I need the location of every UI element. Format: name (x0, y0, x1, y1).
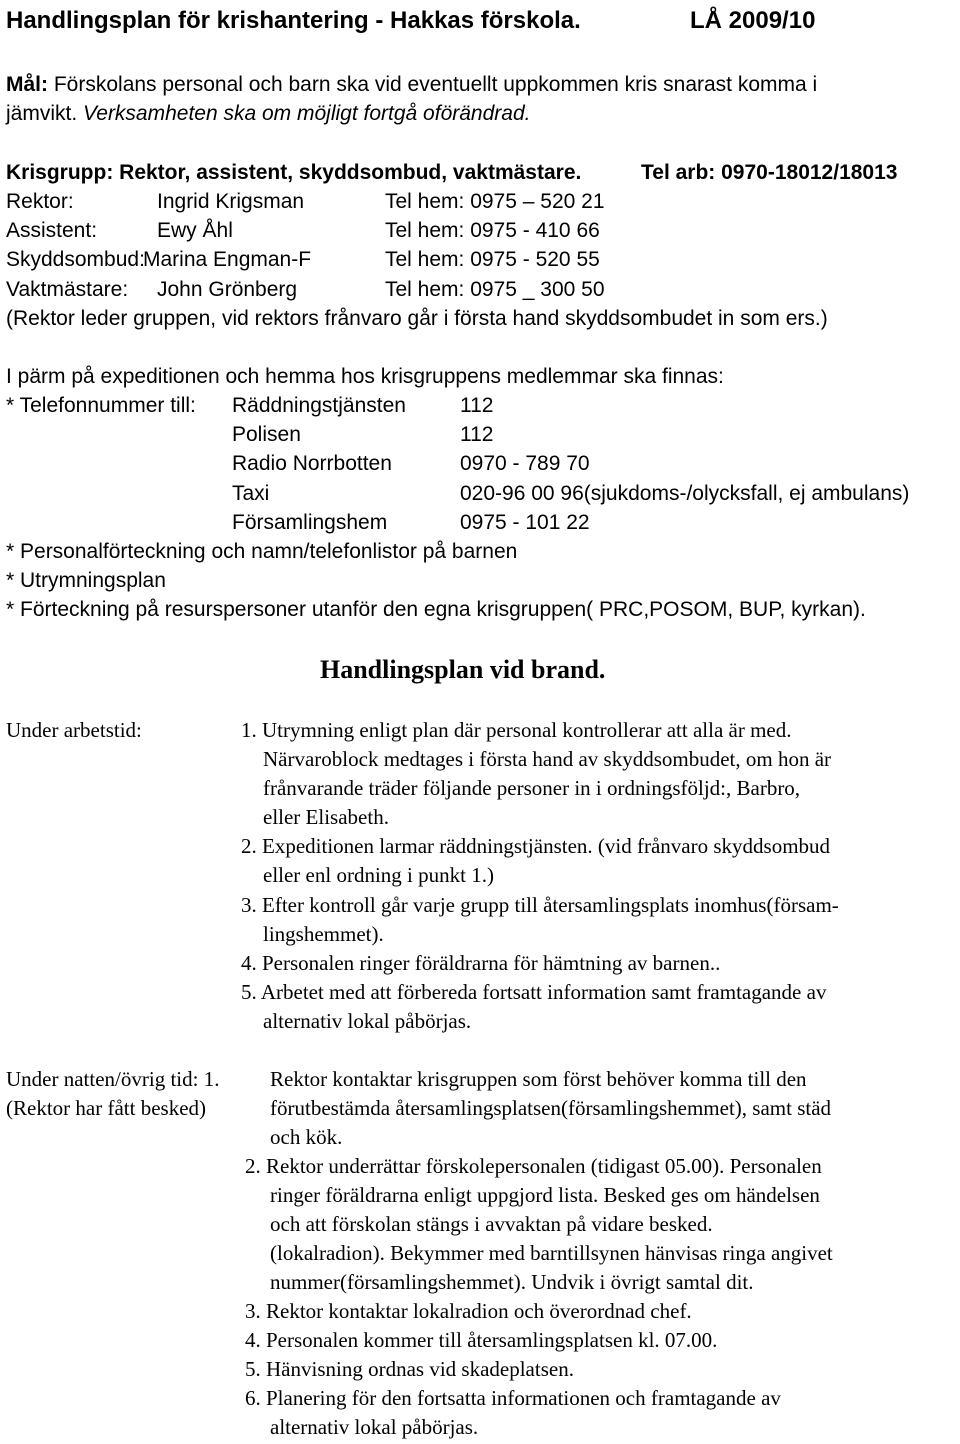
school-year: LÅ 2009/10 (690, 7, 816, 34)
phone-list-name: Taxi (232, 482, 270, 505)
night-step-line: (lokalradion). Bekymmer med barntillsynen hänvisas ringa angivet (270, 1241, 833, 1265)
member-phone: Tel hem: 0975 – 520 21 (385, 190, 605, 213)
phone-list-number: 112 (460, 423, 494, 446)
phone-list-name: Radio Norrbotten (232, 452, 392, 475)
phone-list-number: 112 (460, 394, 494, 417)
member-phone: Tel hem: 0975 - 520 55 (385, 248, 600, 271)
work-step-line: frånvarande träder följande personer in i ordningsföljd:, Barbro, (263, 776, 801, 800)
night-step-line: 3. Rektor kontaktar lokalradion och överordnad chef. (245, 1299, 692, 1323)
member-role: Assistent: (6, 219, 98, 242)
night-step-line: 4. Personalen kommer till återsamlingsplatsen kl. 07.00. (245, 1328, 718, 1352)
goal-label: Mål: (6, 73, 48, 96)
phone-list-label: * Telefonnummer till: (6, 394, 196, 417)
work-step-line: Närvaroblock medtages i första hand av skyddsombudet, om hon är (263, 747, 832, 771)
phone-list-name: Räddningstjänsten (232, 394, 406, 417)
goal-text-2: jämvikt. (6, 102, 78, 125)
night-step-line: 5. Hänvisning ordnas vid skadeplatsen. (245, 1357, 574, 1381)
phone-list-name: Församlingshem (232, 511, 388, 534)
night-step-line: förutbestämda återsamlingsplatsen(församlingshemmet), samt städ (270, 1096, 832, 1120)
night-step-line: 2. Rektor underrättar förskolepersonalen (tidigast 05.00). Personalen (245, 1154, 822, 1178)
night-step-line: 6. Planering för den fortsatta informationen och framtagande av (245, 1386, 781, 1410)
night-step-line: alternativ lokal påbörjas. (270, 1415, 479, 1439)
night-label: Under natten/övrig tid: 1. (6, 1067, 220, 1091)
phone-list-number: 0975 - 101 22 (460, 511, 590, 534)
goal-text-italic: Verksamheten ska om möjligt fortgå oförändrad. (83, 102, 531, 125)
work-step-line: 5. Arbetet med att förbereda fortsatt information samt framtagande av (241, 980, 827, 1004)
goal-line-1 (6, 71, 817, 99)
work-step-line: eller enl ordning i punkt 1.) (263, 863, 494, 887)
member-name: Ewy Åhl (157, 219, 233, 242)
night-step-line: nummer(församlingshemmet). Undvik i övrigt samtal dit. (270, 1270, 754, 1294)
crisis-group-work-phone: Tel arb: 0970-18012/18013 (641, 161, 898, 184)
night-step-line: ringer föräldrarna enligt uppgjord lista. Besked ges om händelsen (270, 1183, 820, 1207)
member-phone: Tel hem: 0975 - 410 66 (385, 219, 600, 242)
night-step-line: och att förskolan stängs i avvaktan på vidare besked. (270, 1212, 713, 1236)
crisis-group-note: (Rektor leder gruppen, vid rektors frånvaro går i första hand skyddsombudet in som ers.) (6, 307, 828, 330)
member-name: John Grönberg (157, 278, 298, 301)
work-step-line: 3. Efter kontroll går varje grupp till återsamlingsplats inomhus(försam- (241, 893, 839, 917)
member-role: Vaktmästare: (6, 278, 129, 301)
member-role: Skyddsombud: (6, 248, 145, 271)
goal-text-1: Förskolans personal och barn ska vid eventuellt uppkommen kris snarast komma i (53, 73, 818, 96)
work-step-line: alternativ lokal påbörjas. (263, 1009, 472, 1033)
work-hours-label: Under arbetstid: (6, 718, 142, 742)
phone-list-name: Polisen (232, 423, 301, 446)
document-title: Handlingsplan för krishantering - Hakkas förskola. (6, 7, 581, 34)
night-step-line: Rektor kontaktar krisgruppen som först behöver komma till den (270, 1067, 807, 1091)
member-name: Marina Engman-F (143, 248, 312, 271)
binder-bullet: * Utrymningsplan (6, 569, 166, 592)
fire-plan-heading: Handlingsplan vid brand. (320, 655, 606, 684)
work-step-line: 4. Personalen ringer föräldrarna för hämtning av barnen.. (241, 951, 721, 975)
phone-list-number: 020-96 00 96(sjukdoms-/olycksfall, ej ambulans) (460, 482, 910, 505)
phone-list-number: 0970 - 789 70 (460, 452, 590, 475)
work-step-line: eller Elisabeth. (263, 805, 389, 829)
goal-line-2 (6, 100, 530, 128)
work-step-line: lingshemmet). (263, 922, 384, 946)
crisis-group-heading: Krisgrupp: Rektor, assistent, skyddsombud, vaktmästare. (6, 161, 582, 184)
work-step-line: 1. Utrymning enligt plan där personal kontrollerar att alla är med. (241, 718, 792, 742)
binder-intro: I pärm på expeditionen och hemma hos krisgruppens medlemmar ska finnas: (6, 365, 724, 388)
binder-bullet: * Personalförteckning och namn/telefonlistor på barnen (6, 540, 518, 563)
member-phone: Tel hem: 0975 _ 300 50 (385, 278, 605, 301)
binder-bullet: * Förteckning på resurspersoner utanför den egna krisgruppen( PRC,POSOM, BUP, kyrkan). (6, 598, 866, 621)
work-step-line: 2. Expeditionen larmar räddningstjänsten. (vid frånvaro skyddsombud (241, 834, 831, 858)
night-step-line: och kök. (270, 1125, 343, 1149)
member-role: Rektor: (6, 190, 74, 213)
member-name: Ingrid Krigsman (157, 190, 305, 213)
night-sublabel: (Rektor har fått besked) (6, 1096, 207, 1120)
